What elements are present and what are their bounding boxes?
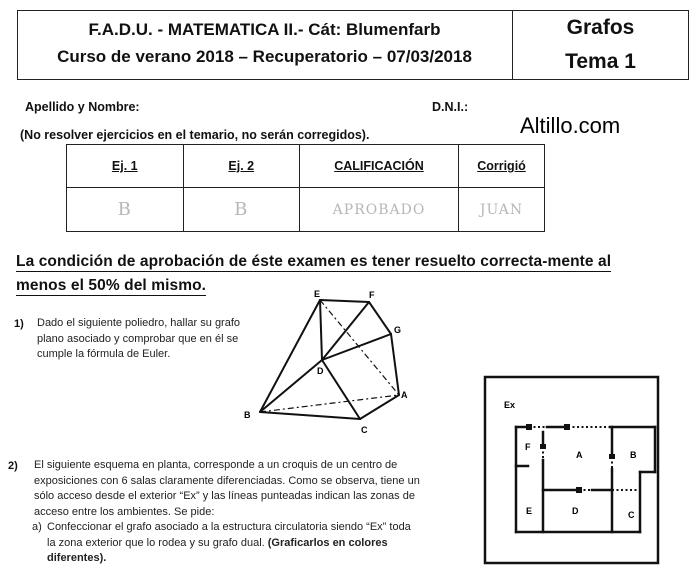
grade-ej1: B — [67, 188, 184, 232]
exercise2-line: El siguiente esquema en planta, corresponde a un croquis de un centro de — [34, 459, 398, 471]
room-E: E — [526, 506, 533, 516]
grade-table — [66, 144, 545, 232]
vertex-E: E — [314, 289, 321, 299]
exercise2-line: sólo acceso desde el exterior “Ex” y las líneas punteadas indican las zonas de — [34, 490, 415, 502]
approval-rule-line2: menos el 50% del mismo. — [16, 277, 207, 294]
approval-rule-line1: La condición de aprobación de éste examen es tener resuelto correcta-mente al — [16, 253, 612, 270]
room-C: C — [628, 510, 635, 520]
exercise2-part-a — [47, 520, 447, 567]
exercise2-line: acceso entre los ambientes. Se pide: — [34, 505, 215, 518]
part-a-line2-plain: la zona exterior que lo rodea y su grafo dual. — [47, 536, 265, 549]
part-a-line3-bold: diferentes). — [47, 552, 107, 564]
room-D: D — [572, 506, 579, 516]
grade-ej2: B — [183, 188, 300, 232]
name-label: Apellido y Nombre: — [25, 100, 140, 114]
header-ej1: Ej. 1 — [67, 145, 184, 188]
polyhedron-diagram — [236, 282, 420, 438]
exercise1-line: Dado el siguiente poliedro, hallar su grafo — [37, 317, 241, 329]
exam-info: Curso de verano 2018 – Recuperatorio – 07/03/2018 — [57, 47, 472, 66]
grade-table-header-row — [67, 145, 545, 188]
grade-table-values-row — [67, 188, 545, 232]
topic-title: Grafos — [566, 16, 635, 39]
room-Ex: Ex — [504, 400, 516, 410]
vertex-A: A — [401, 390, 408, 400]
exercise2-part-a-label: a) — [32, 521, 42, 533]
vertex-F: F — [369, 290, 375, 300]
floor-plan-diagram — [480, 372, 665, 568]
vertex-D: D — [317, 366, 324, 376]
note: (No resolver ejercicios en el temario, no serán corregidos). — [20, 128, 370, 142]
header-calificacion: CALIFICACIÓN — [300, 145, 459, 188]
dni-label: D.N.I.: — [432, 100, 469, 114]
exercise2-line: exposiciones con 6 salas claramente diferenciadas. Como se observa, tiene un — [34, 474, 420, 487]
exercise2-number: 2) — [8, 460, 18, 472]
exercise1-line: plano asociado y comprobar que en él se — [37, 332, 239, 345]
part-a-line1: Confeccionar el grafo asociado a la estructura circulatoria siendo “Ex” toda — [47, 521, 411, 533]
header-ej2: Ej. 2 — [183, 145, 300, 188]
watermark: Altillo.com — [520, 113, 621, 138]
vertex-C: C — [361, 425, 368, 435]
room-F: F — [525, 442, 531, 452]
vertex-B: B — [244, 410, 251, 420]
exercise2-text — [34, 458, 454, 520]
tema-label: Tema 1 — [565, 50, 636, 73]
vertex-G: G — [394, 325, 402, 335]
part-a-line2-bold: (Graficarlos en colores — [267, 536, 388, 549]
part-a-line2 — [47, 536, 447, 552]
course-title: F.A.D.U. - MATEMATICA II.- Cát: Blumenfarb — [88, 20, 441, 39]
room-A: A — [576, 450, 583, 460]
exercise1-line: cumple la fórmula de Euler. — [37, 348, 171, 360]
header-corrigio: Corrigió — [459, 145, 545, 188]
room-B: B — [630, 450, 637, 460]
grade-calificacion: APROBADO — [300, 188, 459, 232]
grade-corrigio: JUAN — [459, 188, 545, 232]
exercise1-number: 1) — [14, 318, 24, 330]
